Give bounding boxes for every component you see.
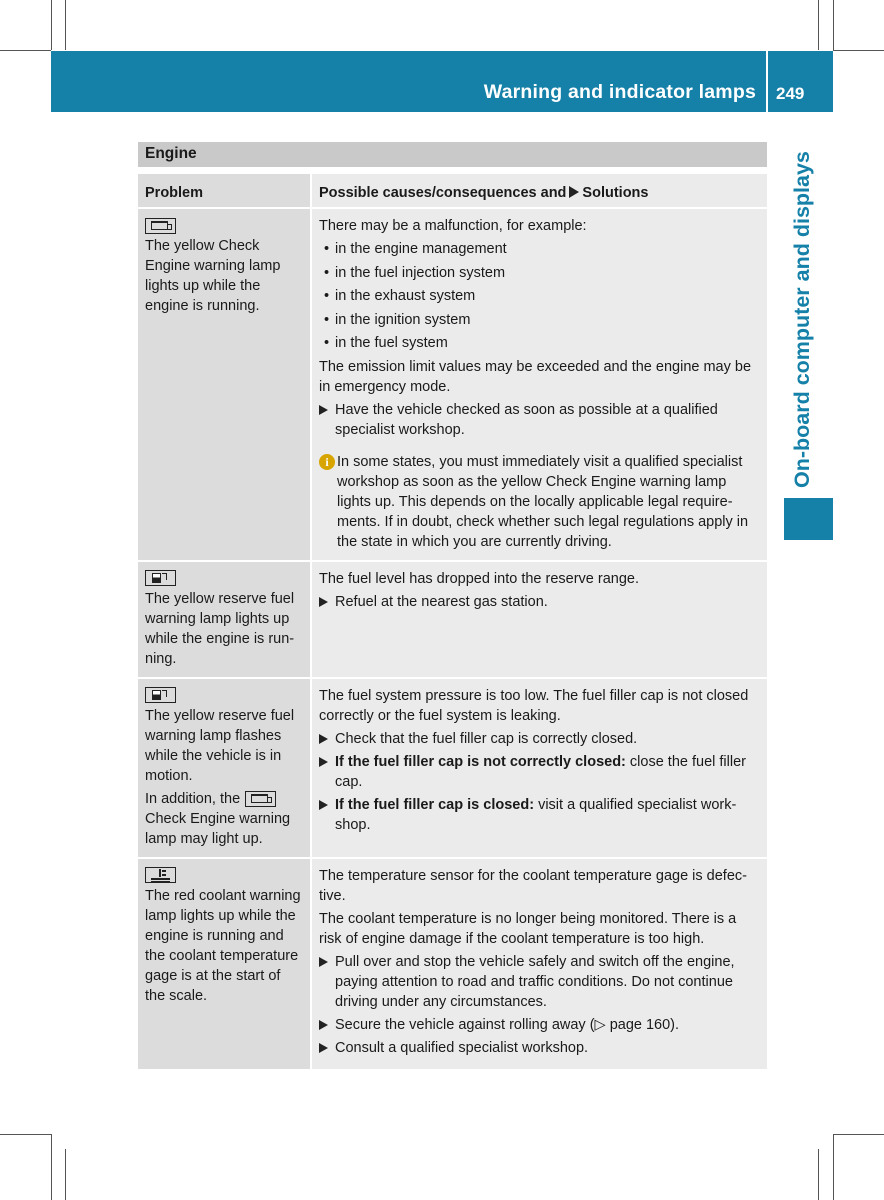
check-engine-icon [245, 791, 276, 807]
table-row [138, 207, 767, 560]
cause-text: The fuel system pressure is too low. The fuel filler cap is not closed correctly or the fuel system is leaking. [319, 687, 749, 724]
info-note [319, 452, 760, 552]
crop-mark [818, 0, 819, 50]
info-icon: i [319, 454, 335, 470]
page-number-box [768, 51, 833, 112]
solution-cell [310, 859, 767, 1069]
table-header [138, 174, 767, 207]
engine-table [138, 142, 767, 1069]
action-list [319, 952, 760, 1058]
table-row [138, 677, 767, 857]
arrow-right-icon [319, 1020, 328, 1030]
cause-text: The emission limit values may be exceeded and the engine may be in emergency mode. [319, 358, 752, 395]
crop-mark [833, 1134, 834, 1200]
table-row [138, 857, 767, 1069]
crop-mark [65, 0, 66, 50]
crop-mark [51, 1134, 52, 1200]
list-item: • in the engine management [319, 239, 760, 259]
page-header [51, 51, 766, 112]
problem-cell [138, 209, 310, 560]
crop-mark [818, 1149, 819, 1200]
cause-text: The coolant temperature is no longer being monitored. There is a risk of engine damage if the coolant temperature is too high. [319, 910, 737, 947]
problem-text: The yellow reserve fuel warning lamp lights up while the engine is running. [145, 590, 295, 667]
crop-mark [0, 50, 51, 51]
action-list [319, 400, 760, 440]
crop-mark [65, 1149, 66, 1200]
crop-mark [833, 50, 884, 51]
arrow-right-icon [319, 800, 328, 810]
cause-list [319, 239, 760, 353]
arrow-right-icon [319, 957, 328, 967]
problem-text: The yellow reserve fuel warning lamp flashes while the vehicle is in motion. [145, 707, 295, 784]
side-tab-label: On-board computer and displays [790, 151, 814, 488]
action-item: Pull over and stop the vehicle safely and switch off the engine, paying attention to road and traffic conditions. Do not continue driving under any circumstances. [319, 952, 760, 1012]
action-list [319, 592, 760, 612]
solution-cell [310, 679, 767, 857]
action-item: Have the vehicle checked as soon as possible at a qualified specialist workshop. [319, 400, 760, 440]
arrow-right-icon [569, 186, 579, 198]
action-item: If the fuel filler cap is not correctly closed: close the fuel filler cap. [319, 752, 760, 792]
problem-text: The red coolant warning lamp lights up while the engine is running and the coolant temperature gage is at the start of the scale. [145, 887, 301, 1004]
crop-mark [833, 0, 834, 50]
page-title: Warning and indicator lamps [483, 81, 756, 103]
solution-cell [310, 209, 767, 560]
table-row [138, 560, 767, 677]
cause-text: The fuel level has dropped into the reserve range. [319, 570, 640, 587]
problem-extra: In addition, the Check Engine warning lamp may light up. [145, 790, 291, 847]
action-list [319, 729, 760, 835]
arrow-right-icon [319, 405, 328, 415]
list-item: • in the exhaust system [319, 286, 760, 306]
side-tab-marker [784, 498, 833, 540]
col-header-solutions: Possible causes/consequences and Solutions [310, 174, 767, 207]
crop-mark [0, 1134, 51, 1135]
arrow-right-icon [319, 757, 328, 767]
problem-text: The yellow Check Engine warning lamp lights up while the engine is running. [145, 238, 281, 314]
crop-mark [51, 0, 52, 50]
cause-text: The temperature sensor for the coolant temperature gage is defective. [319, 867, 747, 904]
action-item: If the fuel filler cap is closed: visit a qualified specialist workshop. [319, 795, 760, 835]
fuel-pump-icon [145, 687, 176, 703]
cause-text: There may be a malfunction, for example: [319, 218, 587, 234]
section-title: Engine [138, 142, 767, 167]
list-item: • in the fuel injection system [319, 263, 760, 283]
list-item: • in the fuel system [319, 333, 760, 353]
action-item: Refuel at the nearest gas station. [319, 592, 760, 612]
action-item: Consult a qualified specialist workshop. [319, 1038, 760, 1058]
col-header-problem: Problem [138, 174, 310, 207]
solution-cell [310, 562, 767, 677]
crop-mark [833, 1134, 884, 1135]
coolant-temperature-icon [145, 867, 176, 883]
page-number: 249 [776, 84, 805, 103]
arrow-right-icon [319, 597, 328, 607]
note-text: In some states, you must immediately visit a qualified specialist workshop as soon as the yellow Check Engine warning lamp lights up. This depends on the locally applicable legal requirements. If in doubt, check whether such legal regulations apply in the state in which you are currently driving. [337, 453, 749, 550]
problem-cell [138, 562, 310, 677]
arrow-right-icon [319, 734, 328, 744]
arrow-right-icon [319, 1043, 328, 1053]
action-item: Check that the fuel filler cap is correctly closed. [319, 729, 760, 749]
check-engine-icon [145, 218, 176, 234]
problem-cell [138, 859, 310, 1069]
list-item: • in the ignition system [319, 310, 760, 330]
problem-cell [138, 679, 310, 857]
fuel-pump-icon [145, 570, 176, 586]
action-item: Secure the vehicle against rolling away (▷ page 160). [319, 1015, 760, 1035]
